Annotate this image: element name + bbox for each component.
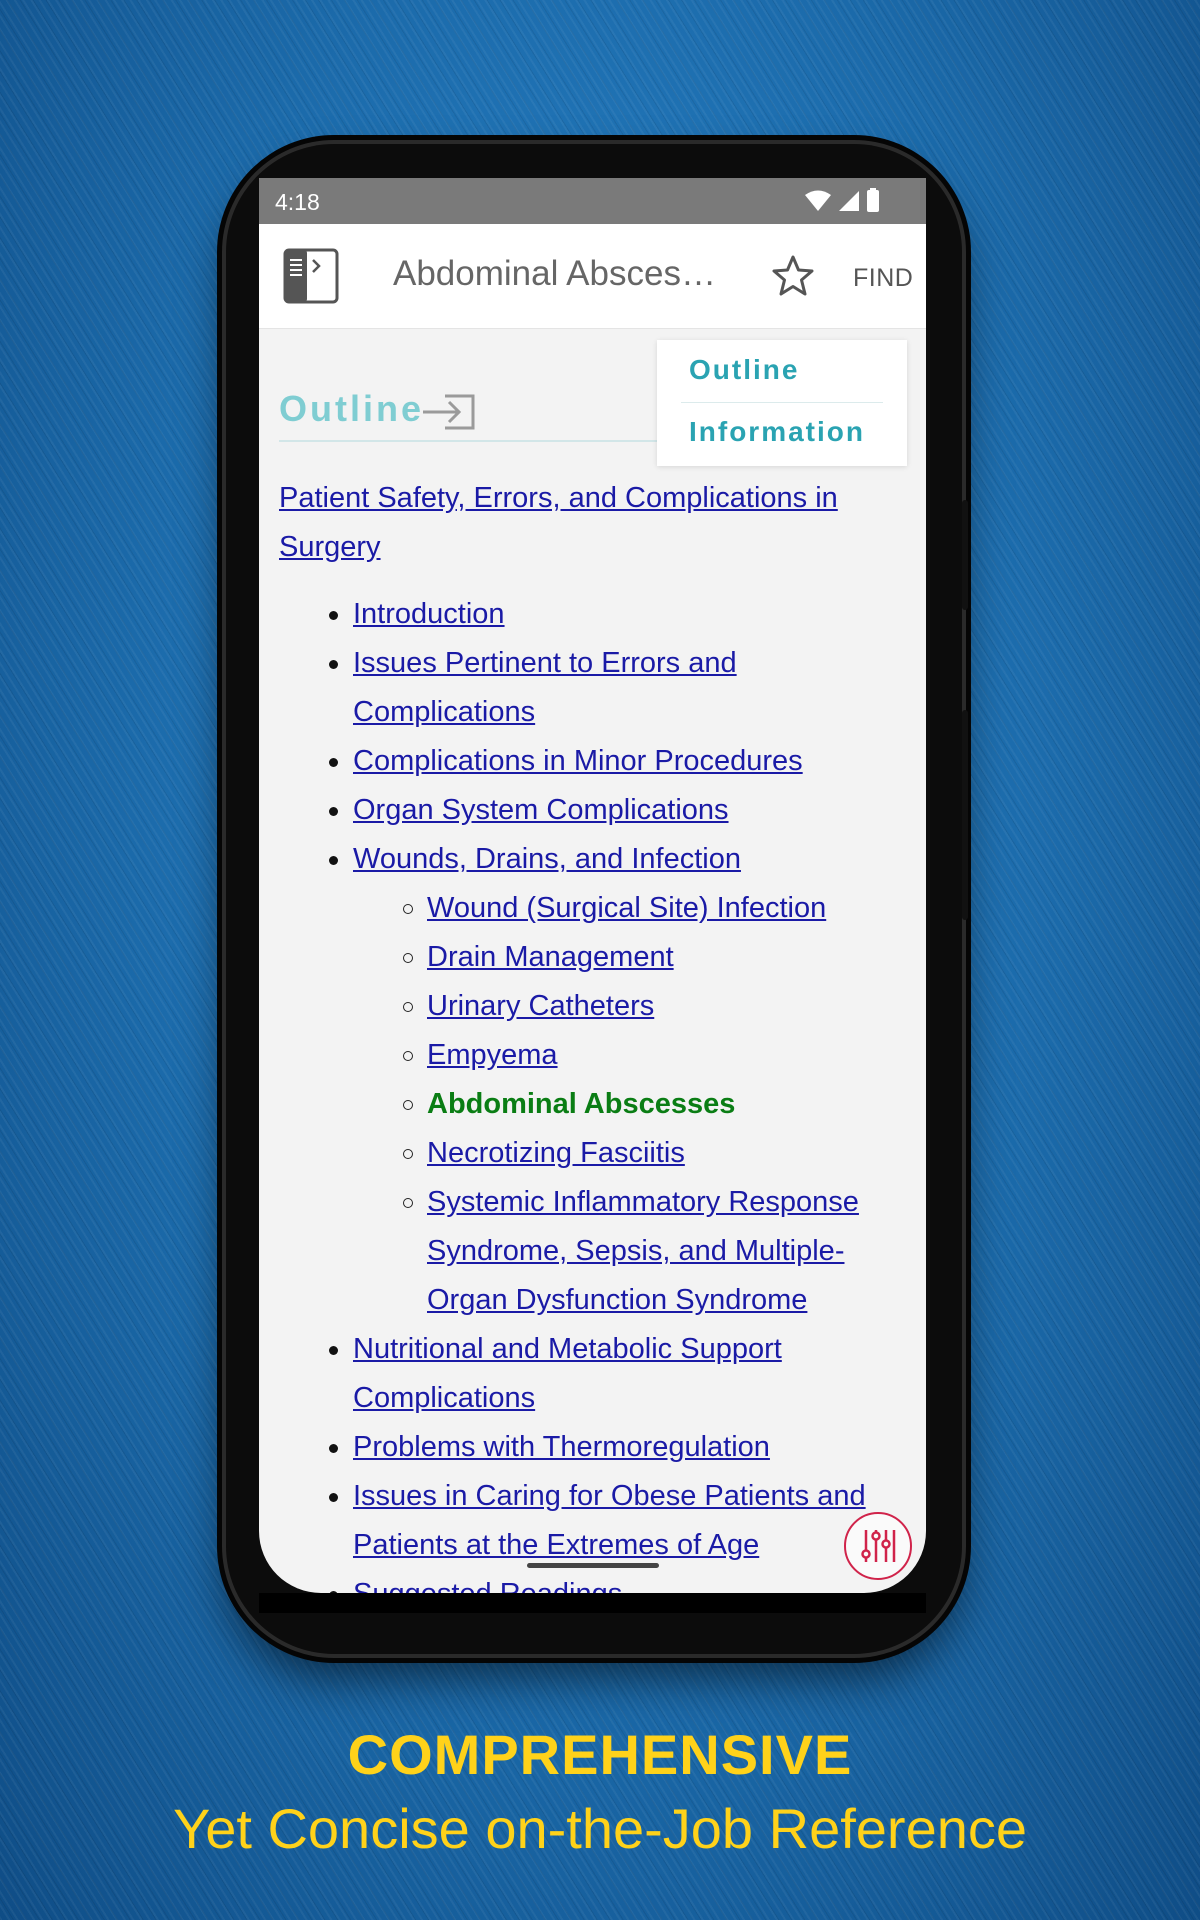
outline-item	[259, 786, 926, 835]
outline-list	[259, 590, 926, 1619]
tagline-subtitle: Yet Concise on-the-Job Reference	[173, 1797, 1027, 1860]
outline-item	[259, 590, 926, 639]
outline-link[interactable]: Empyema	[427, 1039, 558, 1071]
outline-item	[259, 1031, 926, 1080]
bullet-icon	[329, 1346, 338, 1355]
bullet-icon	[403, 953, 413, 963]
document-link[interactable]: Patient Safety, Errors, and Complications in Surgery	[279, 482, 838, 563]
outline-link[interactable]: Necrotizing Fasciitis	[427, 1137, 685, 1169]
outline-link[interactable]: Drain Management	[427, 941, 674, 973]
outline-item	[259, 982, 926, 1031]
status-time: 4:18	[275, 189, 320, 215]
phone-screen	[259, 178, 926, 1593]
bullet-icon	[329, 611, 338, 620]
bullet-icon	[329, 1493, 338, 1502]
outline-heading	[279, 388, 659, 442]
outline-item	[259, 737, 926, 786]
outline-item	[259, 1472, 926, 1570]
tagline-headline: COMPREHENSIVE	[347, 1723, 853, 1786]
bullet-icon	[329, 856, 338, 865]
outline-link[interactable]: Nutritional and Metabolic Support Complications	[353, 1333, 782, 1414]
status-bar	[259, 178, 926, 224]
outline-item	[259, 933, 926, 982]
bullet-icon	[403, 1051, 413, 1061]
outline-item-current	[259, 1080, 926, 1129]
bullet-icon	[403, 1100, 413, 1110]
outline-heading-title: Outline	[279, 388, 424, 429]
outline-link[interactable]: Organ System Complications	[353, 794, 729, 826]
outline-link[interactable]: Issues Pertinent to Errors and Complications	[353, 647, 737, 728]
navigation-bar	[259, 1593, 926, 1613]
find-button[interactable]: FIND	[853, 264, 914, 292]
outline-item	[259, 1423, 926, 1472]
sliders-icon	[846, 1514, 910, 1578]
battery-icon	[866, 188, 880, 212]
outline-link[interactable]: Wound (Surgical Site) Infection	[427, 892, 827, 924]
bullet-icon	[403, 1002, 413, 1012]
cell-signal-icon	[838, 190, 860, 212]
bullet-icon	[403, 1198, 413, 1208]
wifi-icon	[804, 190, 832, 212]
outline-link[interactable]: Urinary Catheters	[427, 990, 655, 1022]
page-title: Abdominal Absces…	[393, 254, 716, 293]
outline-item	[259, 1178, 926, 1325]
dropdown-divider	[681, 402, 883, 403]
sign-in-arrow-icon[interactable]	[421, 392, 477, 432]
bullet-icon	[329, 758, 338, 767]
dropdown-item-information[interactable]: Information	[689, 416, 865, 447]
power-button	[962, 500, 968, 610]
volume-button	[962, 710, 968, 920]
bullet-icon	[403, 904, 413, 914]
content-area	[259, 328, 926, 1593]
outline-item	[259, 1129, 926, 1178]
home-gesture-pill[interactable]	[527, 1563, 659, 1568]
outline-link[interactable]: Complications in Minor Procedures	[353, 745, 803, 777]
section-dropdown	[657, 340, 907, 466]
bullet-icon	[329, 1444, 338, 1453]
outline-item	[259, 835, 926, 884]
dropdown-item-outline[interactable]: Outline	[689, 354, 800, 385]
outline-item	[259, 639, 926, 737]
toc-button[interactable]	[283, 248, 339, 304]
bullet-icon	[403, 1149, 413, 1159]
outline-item	[259, 1325, 926, 1423]
bullet-icon	[329, 660, 338, 669]
outline-item	[259, 884, 926, 933]
outline-link[interactable]: Introduction	[353, 598, 505, 630]
settings-fab[interactable]	[844, 1512, 912, 1580]
outline-link[interactable]: Wounds, Drains, and Infection	[353, 843, 741, 875]
outline-link[interactable]: Systemic Inflammatory Response Syndrome, Sepsis, and Multiple-Organ Dysfunction Syndrome	[427, 1186, 859, 1316]
star-outline-icon	[771, 254, 815, 298]
outline-link[interactable]: Abdominal Abscesses	[427, 1088, 736, 1120]
outline-link[interactable]: Issues in Caring for Obese Patients and Patients at the Extremes of Age	[353, 1480, 866, 1561]
bullet-icon	[329, 807, 338, 816]
outline-link[interactable]: Problems with Thermoregulation	[353, 1431, 770, 1463]
app-bar	[259, 224, 926, 329]
book-toc-icon	[283, 248, 339, 304]
bookmark-button[interactable]	[771, 254, 815, 298]
